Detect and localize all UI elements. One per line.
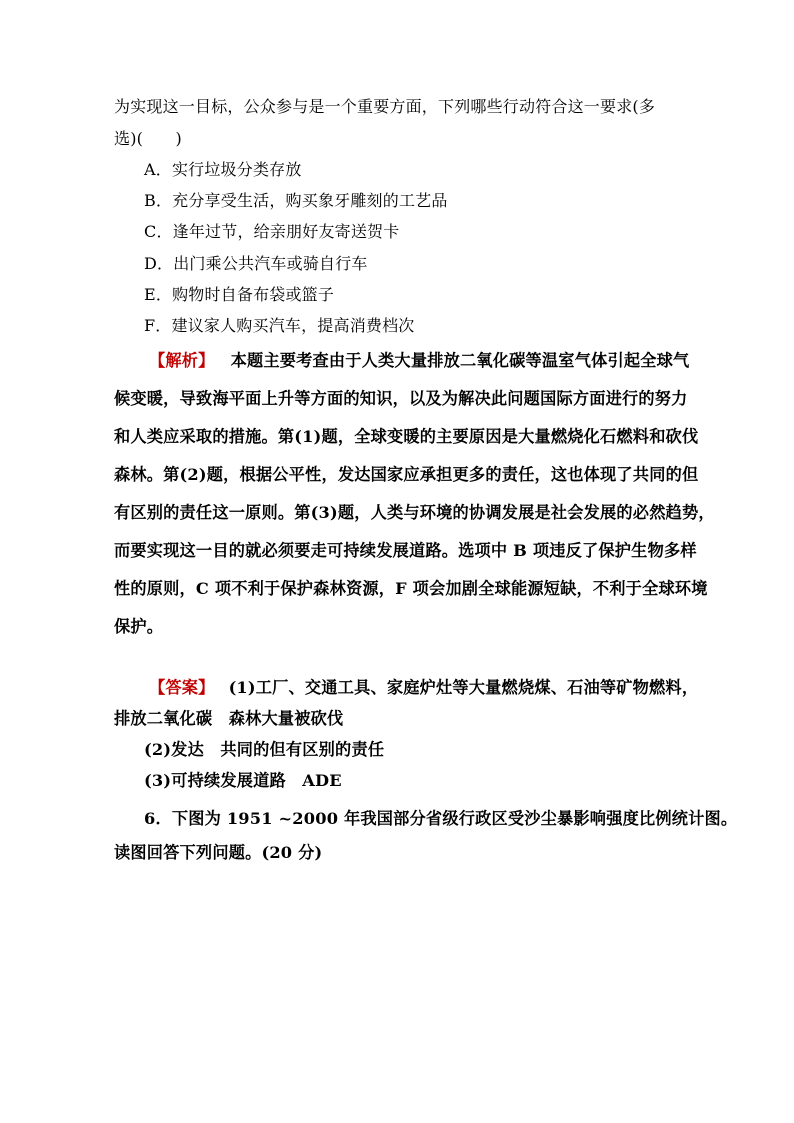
- analysis-text-2: 候变暖，导致海平面上升等方面的知识，以及为解决此问题国际方面进行的努力: [114, 389, 688, 408]
- analysis-text-4: 森林。第(2)题，根据公平性，发达国家应承担更多的责任，这也体现了共同的但: [114, 465, 699, 484]
- answer-label: 【答案】: [149, 678, 215, 697]
- answer-first-line: [149, 678, 698, 698]
- analysis-first-line: [149, 351, 689, 371]
- answer-text-2: 排放二氧化碳 森林大量被砍伐: [114, 709, 344, 728]
- question-stem-line-1: 为实现这一目标，公众参与是一个重要方面，下列哪些行动符合这一要求(多: [114, 97, 656, 116]
- option-a: A．实行垃圾分类存放: [144, 160, 302, 179]
- option-c: C．逢年过节，给亲朋好友寄送贺卡: [144, 222, 400, 241]
- analysis-text-3: 和人类应采取的措施。第(1)题，全球变暖的主要原因是大量燃烧化石燃料和砍伐: [114, 427, 699, 446]
- answer-text-4: (3)可持续发展道路 ADE: [144, 771, 342, 790]
- analysis-text-7: 性的原则，C 项不利于保护森林资源，F 项会加剧全球能源短缺，不利于全球环境: [114, 579, 708, 598]
- option-b: B．充分享受生活，购买象牙雕刻的工艺品: [144, 191, 448, 210]
- option-f: F．建议家人购买汽车，提高消费档次: [144, 316, 415, 335]
- question-6-line-2: 读图回答下列问题。(20 分): [114, 843, 323, 862]
- analysis-text-8: 保护。: [114, 617, 164, 636]
- option-e: E．购物时自备布袋或篮子: [144, 285, 335, 304]
- analysis-text-6: 而要实现这一目的就必须要走可持续发展道路。选项中 B 项违反了保护生物多样: [114, 541, 697, 560]
- analysis-text-1: 本题主要考查由于人类大量排放二氧化碳等温室气体引起全球气: [230, 351, 690, 370]
- question-stem-line-2: 选)( ): [114, 129, 182, 148]
- answer-text-3: (2)发达 共同的但有区别的责任: [144, 740, 385, 759]
- analysis-label: 【解析】: [149, 351, 215, 370]
- answer-text-1: (1)工厂、交通工具、家庭炉灶等大量燃烧煤、石油等矿物燃料，: [228, 678, 699, 697]
- analysis-text-5: 有区别的责任这一原则。第(3)题，人类与环境的协调发展是社会发展的必然趋势，: [114, 503, 715, 522]
- question-6-line-1: 6．下图为 1951 ~2000 年我国部分省级行政区受沙尘暴影响强度比例统计图。: [144, 809, 738, 828]
- option-d: D．出门乘公共汽车或骑自行车: [144, 254, 368, 273]
